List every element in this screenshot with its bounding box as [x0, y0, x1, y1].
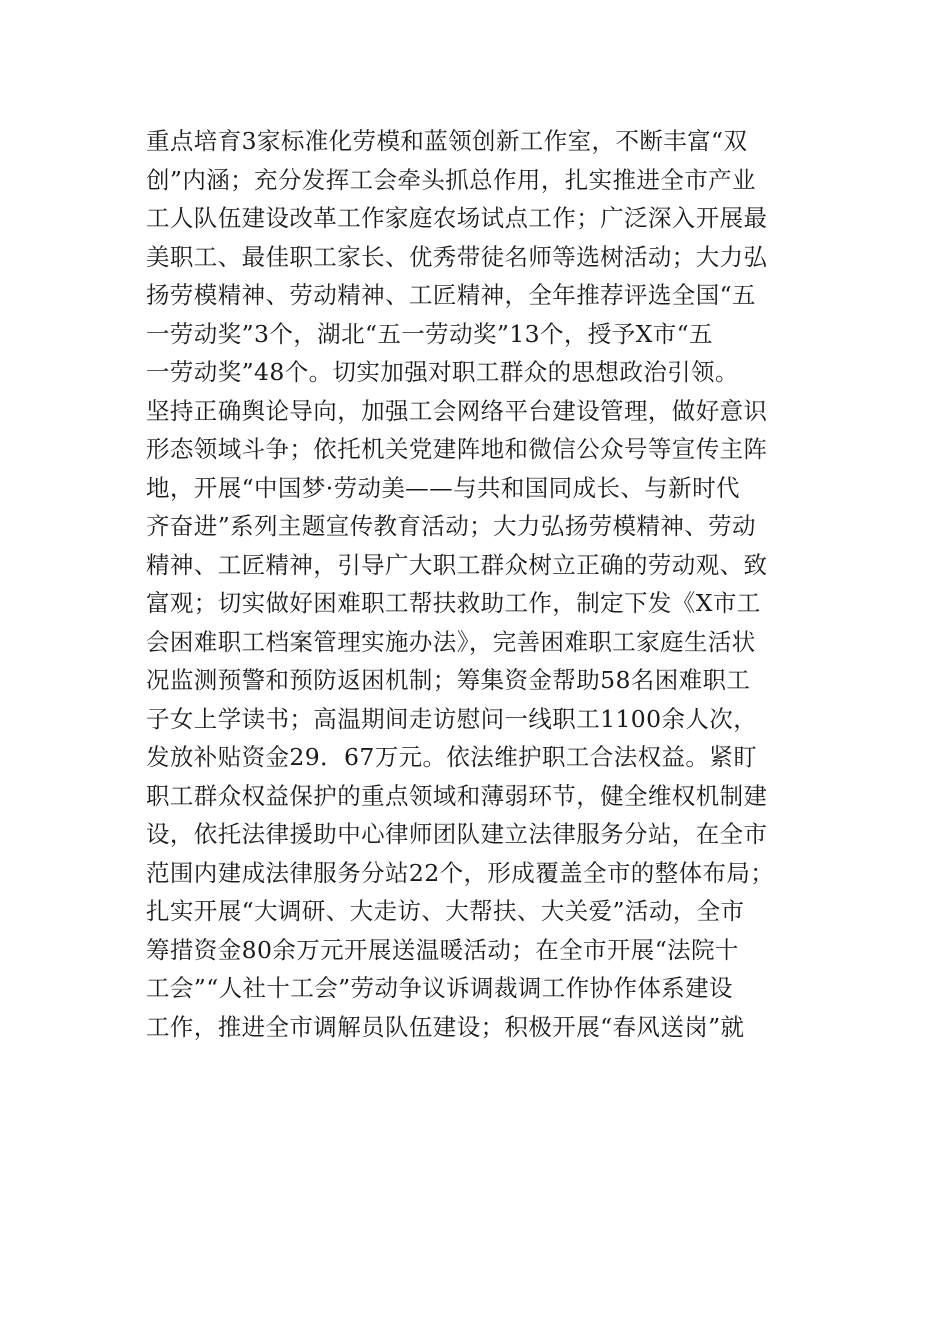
text-line: 扬劳模精神、劳动精神、工匠精神，全年推荐评选全国“五 — [146, 281, 756, 309]
text-line: 会困难职工档案管理实施办法》，完善困难职工家庭生活状 — [146, 627, 756, 656]
text-line: 范围内建成法律服务分站22个，形成覆盖全市的整体布局； — [146, 858, 775, 887]
text-line: 子女上学读书；高温期间走访慰问一线职工1100余人次， — [146, 704, 758, 733]
text-line: 设，依托法律援助中心律师团队建立法律服务分站，在全市 — [146, 820, 768, 848]
text-line: 富观；切实做好困难职工帮扶救助工作，制定下发《X市工 — [146, 589, 761, 617]
text-line: 工作，推进全市调解员队伍建设；积极开展“春风送岗”就 — [146, 1012, 745, 1041]
text-line: 精神、工匠精神，引导广大职工群众树立正确的劳动观、致 — [146, 550, 768, 579]
text-line: 齐奋进”系列主题宣传教育活动；大力弘扬劳模精神、劳动 — [146, 512, 756, 540]
text-line: 一劳动奖”3个，湖北“五一劳动奖”13个，授予X市“五 — [146, 319, 713, 348]
text-line: 筹措资金80余万元开展送温暖活动；在全市开展“法院十 — [146, 935, 739, 964]
body-text — [146, 122, 816, 1046]
text-line: 况监测预警和预防返困机制；筹集资金帮助58名困难职工 — [146, 666, 751, 694]
text-line: 职工群众权益保护的重点领域和薄弱环节，健全维权机制建 — [146, 781, 768, 810]
text-line: 美职工、最佳职工家长、优秀带徒名师等选树活动；大力弘 — [146, 242, 768, 271]
text-line: 坚持正确舆论导向，加强工会网络平台建设管理，做好意识 — [146, 396, 768, 425]
text-line: 创”内涵；充分发挥工会牵头抓总作用，扎实推进全市产业 — [146, 165, 756, 194]
text-line: 重点培育3家标准化劳模和蓝领创新工作室，不断丰富“双 — [146, 127, 748, 155]
text-line: 地，开展“中国梦·劳动美——与共和国同成长、与新时代 — [146, 473, 740, 502]
text-line: 形态领域斗争；依托机关党建阵地和微信公众号等宣传主阵 — [146, 435, 768, 463]
text-line: 一劳动奖”48个。切实加强对职工群众的思想政治引领。 — [146, 358, 739, 386]
text-line: 工会”“人社十工会”劳动争议诉调裁调工作协作体系建设 — [146, 974, 733, 1002]
text-line: 发放补贴资金29．67万元。依法维护职工合法权益。紧盯 — [146, 743, 758, 771]
text-line: 扎实开展“大调研、大走访、大帮扶、大关爱”活动，全市 — [146, 897, 745, 925]
text-line: 工人队伍建设改革工作家庭农场试点工作；广泛深入开展最 — [146, 204, 768, 232]
